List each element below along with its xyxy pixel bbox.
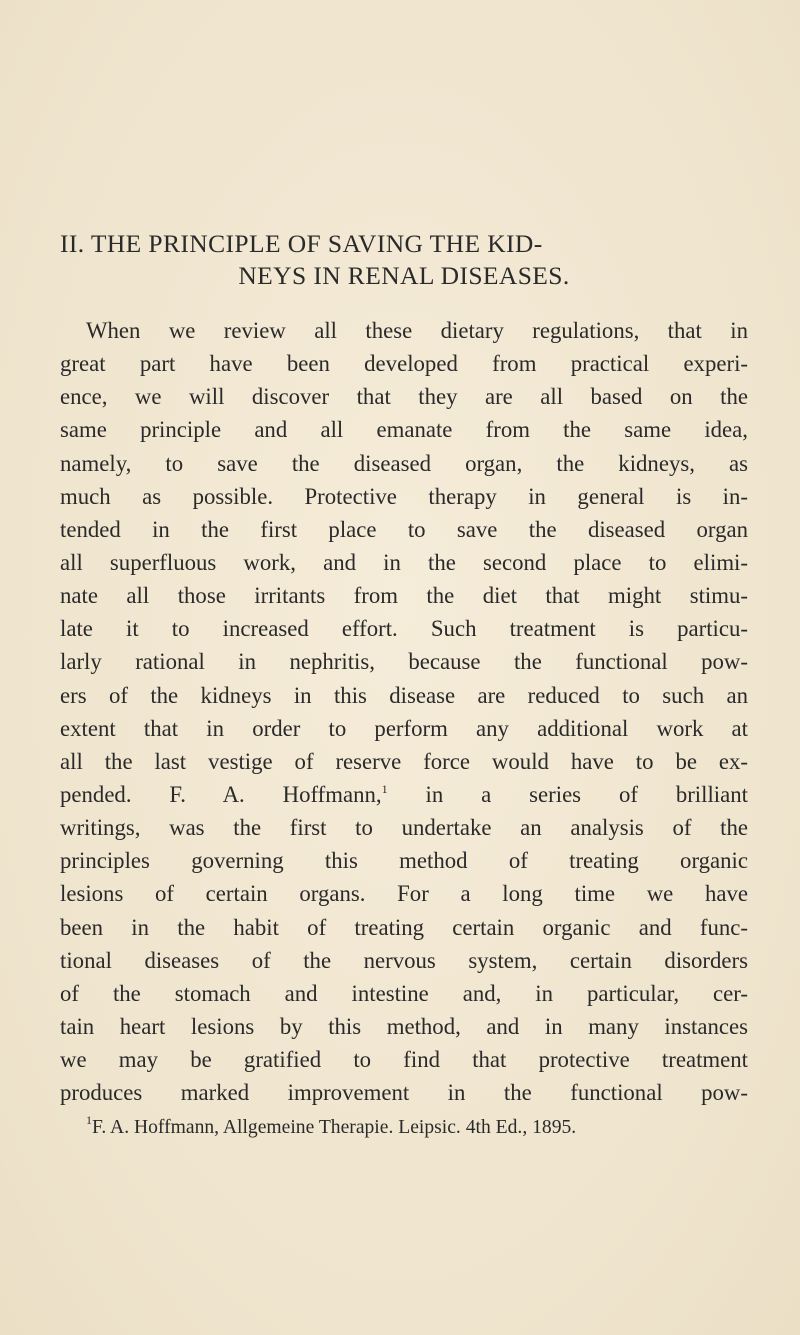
paragraph-line-with-footnote <box>60 778 748 811</box>
paragraph-line: extent that in order to perform any additional work at <box>60 715 748 741</box>
paragraph-line: all superfluous work, and in the second place to elimi- <box>60 549 748 575</box>
heading-line-2: NEYS IN RENAL DISEASES. <box>238 261 570 290</box>
paragraph-line: tended in the first place to save the diseased organ <box>60 516 748 542</box>
footnote <box>60 1115 748 1141</box>
paragraph-line: principles governing this method of treating organic <box>60 848 748 874</box>
paragraph-line: much as possible. Protective therapy in general is in- <box>60 483 748 509</box>
paragraph-line: tional diseases of the nervous system, certain disorders <box>60 947 748 973</box>
paragraph-line: ence, we will discover that they are all based on the <box>60 384 748 410</box>
heading-line-1: II. THE PRINCIPLE OF SAVING THE KID- <box>60 229 543 258</box>
body-paragraph <box>60 314 748 1109</box>
paragraph-line: lesions of certain organs. For a long time we have <box>60 881 748 907</box>
chapter-heading <box>60 228 748 292</box>
paragraph-line: When we review all these dietary regulations, that in <box>86 318 748 343</box>
paragraph-line: we may be gratified to find that protective treatment <box>60 1047 748 1073</box>
paragraph-line: ers of the kidneys in this disease are reduced to such an <box>60 682 748 708</box>
paragraph-line: larly rational in nephritis, because the functional pow- <box>60 649 748 675</box>
paragraph-line: of the stomach and intestine and, in particular, cer- <box>60 980 748 1006</box>
paragraph-line: all the last vestige of reserve force would have to be ex- <box>60 748 748 774</box>
footnote-marker: 1 <box>86 1113 92 1128</box>
paragraph-line: namely, to save the diseased organ, the kidneys, as <box>60 450 748 476</box>
paragraph-line: nate all those irritants from the diet that might stimu- <box>60 583 748 609</box>
footnote-reference[interactable]: 1 <box>381 781 388 796</box>
paragraph-line-tail: in a series of brilliant <box>387 781 748 807</box>
paragraph-line: same principle and all emanate from the same idea, <box>60 417 748 443</box>
paragraph-line: writings, was the first to undertake an analysis of the <box>60 815 748 841</box>
footnote-text: F. A. Hoffmann, Allgemeine Therapie. Leipsic. 4th Ed., 1895. <box>92 1117 577 1139</box>
paragraph-line-head: pended. F. A. Hoffmann, <box>60 781 382 807</box>
paragraph-line: produces marked improvement in the functional pow- <box>60 1080 748 1106</box>
paragraph-line: great part have been developed from practical experi- <box>60 351 748 377</box>
paragraph-line: late it to increased effort. Such treatment is particu- <box>60 616 748 642</box>
book-page <box>60 228 748 1141</box>
paragraph-line: tain heart lesions by this method, and in many instances <box>60 1013 748 1039</box>
paragraph-line: been in the habit of treating certain organic and func- <box>60 914 748 940</box>
